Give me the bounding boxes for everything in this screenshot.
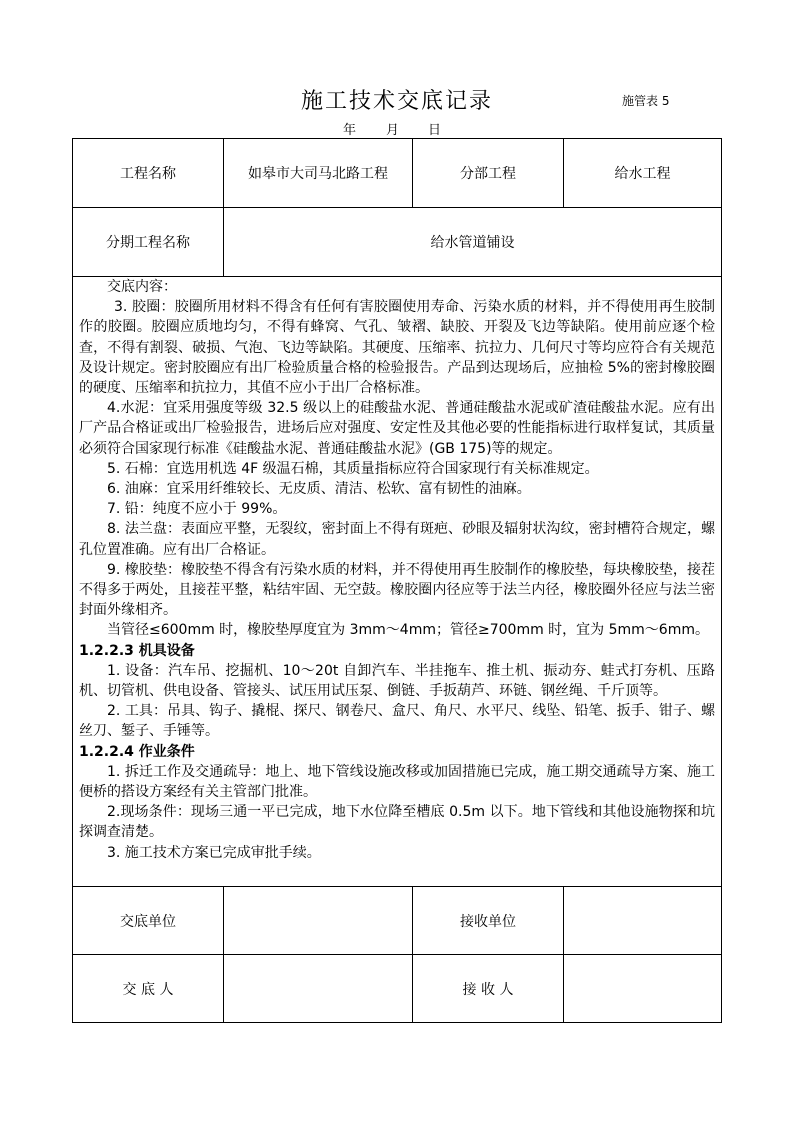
condition-item: 2.现场条件：现场三通一平已完成，地下水位降至槽底 0.5m 以下。地下管线和其他设施物探和坑探调查清楚。 <box>79 804 715 841</box>
section-heading-equipment: 1.2.2.3 机具设备 <box>79 642 195 659</box>
content-paragraph: 9. 橡胶垫：橡胶垫不得含有污染水质的材料，并不得使用再生胶制作的橡胶垫，每块橡胶垫，接茬不得多于两处，且接茬平整，粘结牢固、无空鼓。橡胶圈内径应等于法兰内径，橡胶圈外径应与法兰密封面外缘相齐。 <box>79 561 715 619</box>
equipment-item: 2. 工具：吊具、钩子、撬棍、探尺、钢卷尺、盒尺、角尺、水平尺、线坠、铅笔、扳手、钳子、螺丝刀、錾子、手锤等。 <box>79 703 715 740</box>
receiving-unit-field[interactable] <box>564 887 722 955</box>
content-heading: 交底内容： <box>107 279 177 295</box>
phase-label: 分期工程名称 <box>73 208 224 277</box>
handover-unit-field[interactable] <box>224 887 413 955</box>
handover-person-field[interactable] <box>224 955 413 1023</box>
date-year: 年 <box>343 123 357 138</box>
content-paragraph: 5. 石棉：宜选用机选 4F 级温石棉，其质量指标应符合国家现行有关标准规定。 <box>107 460 599 477</box>
equipment-item: 1. 设备：汽车吊、挖掘机、10～20t 自卸汽车、半挂拖车、推土机、振动夯、蛙式打夯机、压路机、切管机、供电设备、管接头、试压用试压泵、倒链、手扳葫芦、环链、钢丝绳、千斤顶等。 <box>79 662 715 700</box>
content-paragraph: 当管径≤600mm 时，橡胶垫厚度宜为 3mm～4mm；管径≥700mm 时，宜为 5mm～6mm。 <box>107 622 709 639</box>
phase-value[interactable]: 给水管道铺设 <box>224 208 722 277</box>
record-table <box>72 138 722 1023</box>
person-row <box>73 955 722 1023</box>
section-heading-conditions: 1.2.2.4 作业条件 <box>79 743 195 760</box>
project-row <box>73 139 722 208</box>
condition-item: 1. 拆迁工作及交通疏导：地上、地下管线设施改移或加固措施已完成，施工期交通疏导方案、施工便桥的搭设方案经有关主管部门批准。 <box>79 763 715 801</box>
receiving-unit-label: 接收单位 <box>413 887 564 955</box>
content-paragraph: 3. 胶圈：胶圈所用材料不得含有任何有害胶圈使用寿命、污染水质的材料，并不得使用再生胶制作的胶圈。胶圈应质地均匀，不得有蜂窝、气孔、皱褶、缺胶、开裂及飞边等缺陷。使用前应逐个检查，不得有割裂、破损、气泡、飞边等缺陷。其硬度、压缩率、抗拉力、几何尺寸等均应符合有关规范及设计规定。密封胶圈应有出厂检验质量合格的检验报告。产品到达现场后，应抽检 5%的密封橡胶圈的硬度、压缩率和抗拉力，其值不应小于出厂合格标准。 <box>79 299 715 397</box>
handover-person-label: 交 底 人 <box>73 955 224 1023</box>
project-name-label: 工程名称 <box>73 139 224 208</box>
form-number: 施管表 5 <box>622 94 670 108</box>
date-month: 月 <box>386 123 400 138</box>
unit-row <box>73 887 722 955</box>
handover-unit-label: 交底单位 <box>73 887 224 955</box>
receiver-field[interactable] <box>564 955 722 1023</box>
content-paragraph: 7. 铅：纯度不应小于 99%。 <box>107 501 287 518</box>
content-paragraph: 6. 油麻：宜采用纤维较长、无皮质、清洁、松软、富有韧性的油麻。 <box>107 481 531 498</box>
phase-row <box>73 208 722 277</box>
sub-project-value[interactable]: 给水工程 <box>564 139 722 208</box>
handover-content[interactable] <box>73 277 722 887</box>
content-paragraph: 8. 法兰盘：表面应平整，无裂纹，密封面上不得有斑疤、砂眼及辐射状沟纹，密封槽符合规定，螺孔位置准确。应有出厂合格证。 <box>79 521 715 558</box>
document-title: 施工技术交底记录 <box>300 89 493 114</box>
date-day: 日 <box>428 123 442 138</box>
condition-item: 3. 施工技术方案已完成审批手续。 <box>107 844 321 861</box>
content-row <box>73 277 722 887</box>
sub-project-label: 分部工程 <box>413 139 564 208</box>
project-name-value[interactable]: 如皋市大司马北路工程 <box>224 139 413 208</box>
content-paragraph: 4.水泥：宜采用强度等级 32.5 级以上的硅酸盐水泥、普通硅酸盐水泥或矿渣硅酸盐水泥。应有出厂产品合格证或出厂检验报告，进场后应对强度、安定性及其他必要的性能指标进行取样复试，其质量必须符合国家现行标准《硅酸盐水泥、普通硅酸盐水泥》(GB 175)等的规定。 <box>79 400 715 457</box>
receiver-label: 接 收 人 <box>413 955 564 1023</box>
